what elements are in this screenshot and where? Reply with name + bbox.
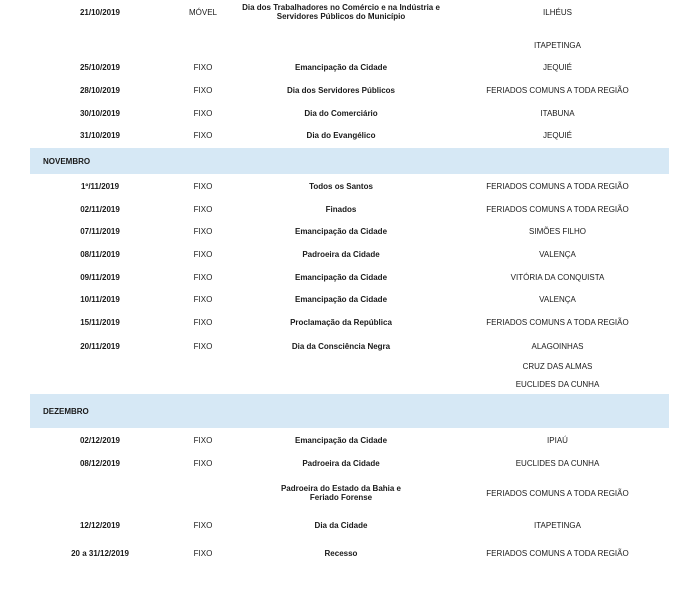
- holiday-type: FIXO: [193, 295, 213, 304]
- holiday-name: Emancipação da Cidade: [294, 295, 388, 304]
- holiday-name: Dia da Consciência Negra: [291, 342, 391, 351]
- holiday-type: FIXO: [193, 436, 213, 445]
- holiday-name: Proclamação da República: [290, 318, 392, 327]
- holiday-type: FIXO: [193, 318, 213, 327]
- holiday-date: 30/10/2019: [79, 109, 121, 118]
- holiday-city: FERIADOS COMUNS A TODA REGIÃO: [486, 489, 629, 498]
- holiday-city: JEQUIÉ: [543, 131, 572, 140]
- holiday-name: Padroeira do Estado da Bahia e Feriado Forense: [280, 484, 402, 502]
- holiday-date: 10/11/2019: [80, 295, 120, 304]
- holiday-date: 20/11/2019: [80, 342, 120, 351]
- holiday-date: 1º/11/2019: [80, 182, 120, 191]
- holiday-name: Emancipação da Cidade: [294, 63, 388, 72]
- holiday-city: FERIADOS COMUNS A TODA REGIÃO: [486, 182, 629, 191]
- holiday-city: FERIADOS COMUNS A TODA REGIÃO: [486, 549, 629, 558]
- holiday-type: FIXO: [193, 549, 213, 558]
- holiday-date: 12/12/2019: [79, 521, 121, 530]
- holiday-city: ITAPETINGA: [534, 41, 581, 50]
- holiday-date: 20 a 31/12/2019: [71, 549, 129, 558]
- holiday-city: FERIADOS COMUNS A TODA REGIÃO: [486, 318, 629, 327]
- holiday-city: ILHÉUS: [543, 8, 572, 17]
- holiday-city: EUCLIDES DA CUNHA: [515, 459, 600, 468]
- holiday-city: FERIADOS COMUNS A TODA REGIÃO: [486, 86, 629, 95]
- holiday-city: SIMÕES FILHO: [529, 227, 586, 236]
- holiday-date: 08/12/2019: [79, 459, 121, 468]
- holiday-date: 31/10/2019: [79, 131, 121, 140]
- holiday-name: Emancipação da Cidade: [294, 436, 388, 445]
- holiday-type: FIXO: [193, 182, 213, 191]
- holiday-date: 25/10/2019: [79, 63, 121, 72]
- holiday-type: FIXO: [193, 521, 213, 530]
- holiday-name: Recesso: [324, 549, 358, 558]
- month-label-novembro: NOVEMBRO: [43, 157, 91, 166]
- holiday-city: EUCLIDES DA CUNHA: [515, 380, 600, 389]
- holiday-name: Dia dos Trabalhadores no Comércio e na Indústria e Servidores Públicos do Município: [242, 3, 440, 21]
- holiday-name: Padroeira da Cidade: [302, 250, 380, 259]
- holiday-type: MÓVEL: [188, 8, 217, 17]
- holiday-name: Dia do Comerciário: [304, 109, 378, 118]
- holiday-name: Padroeira da Cidade: [302, 459, 380, 468]
- month-band-dezembro: [30, 394, 669, 428]
- holiday-date: 08/11/2019: [80, 250, 120, 259]
- holiday-type: FIXO: [193, 109, 213, 118]
- holiday-date: 02/12/2019: [79, 436, 121, 445]
- holiday-name: Emancipação da Cidade: [294, 273, 388, 282]
- holiday-city: IPIAÚ: [547, 436, 568, 445]
- holiday-name: Dia da Cidade: [314, 521, 368, 530]
- holiday-type: FIXO: [193, 63, 213, 72]
- holiday-date: 21/10/2019: [79, 8, 121, 17]
- holiday-date: 02/11/2019: [80, 205, 120, 214]
- holiday-name: Emancipação da Cidade: [294, 227, 388, 236]
- holiday-type: FIXO: [193, 273, 213, 282]
- holiday-type: FIXO: [193, 342, 213, 351]
- holiday-city: ITABUNA: [540, 109, 575, 118]
- holiday-date: 07/11/2019: [80, 227, 120, 236]
- holiday-city: JEQUIÉ: [543, 63, 572, 72]
- holiday-type: FIXO: [193, 250, 213, 259]
- holiday-type: FIXO: [193, 459, 213, 468]
- holiday-city: VITÓRIA DA CONQUISTA: [510, 273, 605, 282]
- month-label-dezembro: DEZEMBRO: [43, 407, 89, 416]
- month-band-novembro: [30, 148, 669, 174]
- holiday-date: 28/10/2019: [79, 86, 121, 95]
- holiday-type: FIXO: [193, 86, 213, 95]
- holiday-name: Dia dos Servidores Públicos: [286, 86, 396, 95]
- holiday-date: 15/11/2019: [80, 318, 120, 327]
- holiday-type: FIXO: [193, 131, 213, 140]
- holiday-city: ITAPETINGA: [534, 521, 581, 530]
- holiday-type: FIXO: [193, 227, 213, 236]
- holiday-type: FIXO: [193, 205, 213, 214]
- holiday-date: 09/11/2019: [80, 273, 120, 282]
- holiday-city: ALAGOINHAS: [531, 342, 584, 351]
- holiday-city: CRUZ DAS ALMAS: [522, 362, 593, 371]
- holiday-name: Todos os Santos: [309, 182, 373, 191]
- holiday-name: Finados: [325, 205, 357, 214]
- holiday-name: Dia do Evangélico: [306, 131, 376, 140]
- holiday-city: VALENÇA: [539, 250, 576, 259]
- holiday-city: VALENÇA: [539, 295, 576, 304]
- holiday-city: FERIADOS COMUNS A TODA REGIÃO: [486, 205, 629, 214]
